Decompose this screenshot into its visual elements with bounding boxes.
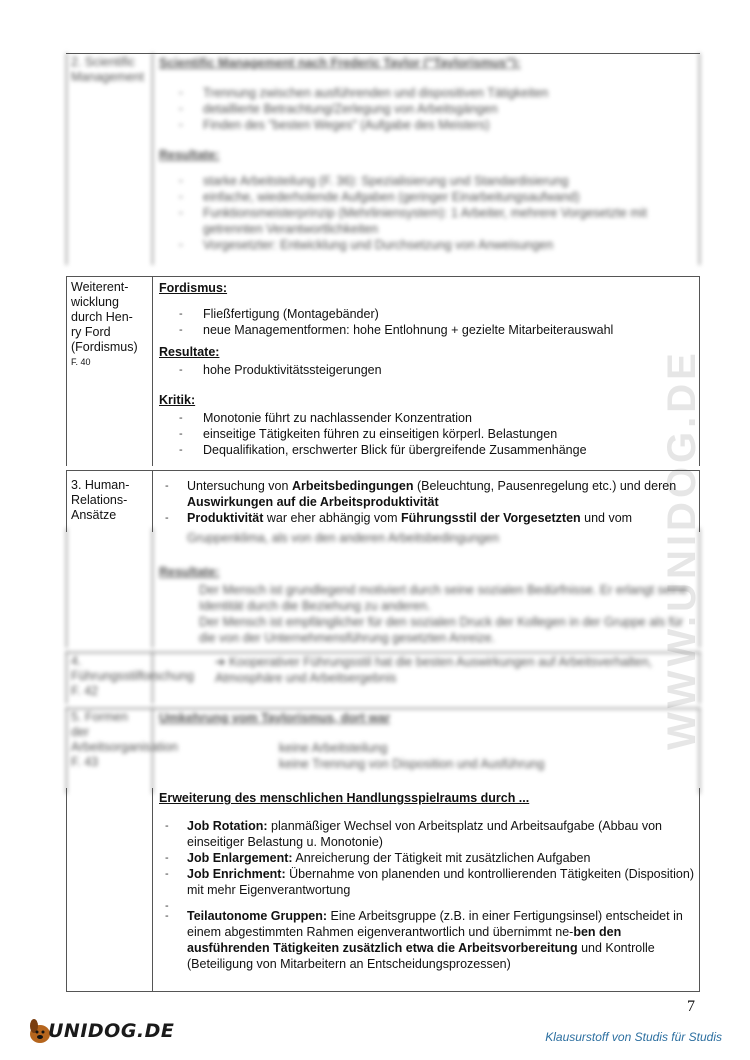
row-content (155, 652, 699, 688)
list-item: - Job Rotation: planmäßiger Wechsel von Arbeitsplatz und Arbeitsaufgabe (Abbau von einseitiger Belastung u. Monotonie) (159, 818, 695, 850)
row-label (67, 276, 153, 466)
label-line: Weiterent- (71, 280, 129, 294)
list-item: - einseitige Tätigkeiten führen zu einseitigen körperl. Belastungen (159, 426, 695, 442)
table-row (66, 53, 700, 265)
label-line: Ansätze (71, 508, 117, 522)
list-item: - Fließfertigung (Montagebänder) (159, 306, 695, 322)
list-item: - Trennung zwischen ausführenden und dispositiven Tätigkeiten (159, 85, 695, 101)
slide-reference: F. 40 (71, 357, 91, 367)
resultate-heading: Resultate: (159, 565, 220, 579)
bullet-list (159, 410, 695, 458)
table-row (66, 652, 700, 704)
row-label: 5. Formen der Arbeitsorganisation F. 43 (67, 708, 153, 794)
section-heading: Scientific Management nach Frederic Taylor ("Taylorismus"): (159, 56, 521, 70)
table-row (66, 470, 700, 532)
table-row (66, 708, 700, 794)
row-label: 2. Scientific Management (67, 53, 153, 265)
bullet-list (159, 478, 695, 526)
bullet-list (159, 818, 695, 972)
list-item: Der Mensch ist grundlegend motiviert durch seine sozialen Bedürfnisse. Er erlangt seine Identität durch die Beziehung zu anderen. (199, 583, 688, 613)
row-content (155, 53, 699, 261)
list-item: - Vorgesetzter: Entwicklung und Durchsetzung von Anweisungen (159, 237, 695, 253)
label-line: Relations- (71, 493, 128, 507)
spacer (159, 898, 695, 908)
list-item: keine Arbeitsteilung (279, 741, 388, 755)
page-number: 7 (687, 998, 695, 1015)
row-content (155, 708, 699, 774)
list-item: - Untersuchung von Arbeitsbedingungen (Beleuchtung, Pausenregelung etc.) und deren Auswirkungen auf die Arbeitsproduktivität (159, 478, 695, 510)
row-content (155, 276, 699, 466)
list-item: - Job Enlargement: Anreicherung der Tätigkeit mit zusätzlichen Aufgaben (159, 850, 695, 866)
resultate-heading: Resultate: (159, 345, 220, 359)
row-content (155, 470, 699, 528)
section-heading: Erweiterung des menschlichen Handlungsspielraums durch ... (159, 791, 530, 805)
row-label (67, 528, 153, 648)
table-row (66, 276, 700, 466)
table-row (66, 788, 700, 992)
list-item: - Dequalifikation, erschwerter Blick für übergreifende Zusammenhänge (159, 442, 695, 458)
list-item: - einfache, wiederholende Aufgaben (geringer Einarbeitungsaufwand) (159, 189, 695, 205)
label-line: ry Ford (71, 325, 111, 339)
section-heading: Fordismus: (159, 281, 228, 295)
kritik-heading: Kritik: (159, 393, 196, 407)
row-label: 4. Führungsstilforschung F. 42 (67, 652, 153, 704)
bullet-list (159, 362, 695, 378)
table-row (66, 528, 700, 648)
label-line: durch Hen- (71, 310, 133, 324)
list-item: Der Mensch ist empfänglicher für den sozialen Druck der Kollegen in der Gruppe als für die von der Unternehmensführung gesetzten Anreize. (199, 615, 684, 645)
bullet-list (159, 85, 695, 133)
logo-text: UNIDOG.DE (48, 1020, 175, 1042)
label-line: wicklung (71, 295, 119, 309)
list-item: - Job Enrichment: Übernahme von planenden und kontrollierenden Tätigkeiten (Disposition) mit mehr Eigenverantwortung (159, 866, 695, 898)
bullet-list (159, 173, 695, 253)
label-line: 3. Human- (71, 478, 130, 492)
label-line: (Fordismus) (71, 340, 138, 354)
section-heading: Umkehrung vom Taylorismus, dort war (159, 711, 391, 725)
continued-text: Gruppenklima, als von den anderen Arbeitsbedingungen (187, 531, 500, 545)
list-item: - detaillierte Betrachtung/Zerlegung von Arbeitsgängen (159, 101, 695, 117)
list-item: - Finden des "besten Weges" (Aufgabe des Meisters) (159, 117, 695, 133)
list-item: - Funktionsmeisterprinzip (Mehrliniensystem): 1 Arbeiter, mehrere Vorgesetzte mit getrennten Verantwortlichkeiten (159, 205, 695, 237)
arrow-icon: ➔ (215, 655, 229, 669)
row-content (155, 788, 699, 980)
row-content (155, 528, 699, 648)
watermark: WWW.UNIDOG.DE (660, 349, 704, 750)
list-item: keine Trennung von Disposition und Ausführung (279, 757, 545, 771)
list-item: - neue Managementformen: hohe Entlohnung + gezielte Mitarbeiterauswahl (159, 322, 695, 338)
list-item: - Teilautonome Gruppen: Eine Arbeitsgruppe (z.B. in einer Fertigungsinsel) entscheidet in einem abgestimmten Rahmen eigenverantwortlich und übernimmt ne-ben den ausführenden Tätigkeiten zusätzlich etwa die Arbeitsvorbereitung und Kontrolle (Beteiligung von Mitarbeitern an Entscheidungsprozessen) (159, 908, 695, 972)
resultate-heading: Resultate: (159, 148, 220, 162)
bullet-list (159, 306, 695, 338)
footer-tagline: Klausurstoff von Studis für Studis (545, 1030, 722, 1044)
list-item: - hohe Produktivitätssteigerungen (159, 362, 695, 378)
row-text: Kooperativer Führungsstil hat die besten Auswirkungen auf Arbeitsverhalten, Atmosphäre und Arbeitsergebnis (215, 655, 653, 685)
list-item: - Monotonie führt zu nachlassender Konzentration (159, 410, 695, 426)
row-label (67, 788, 153, 991)
list-item: - Produktivität war eher abhängig vom Führungsstil der Vorgesetzten und vom (159, 510, 695, 526)
row-label (67, 470, 153, 532)
list-item: - starke Arbeitsteilung (F. 36): Spezialisierung und Standardisierung (159, 173, 695, 189)
